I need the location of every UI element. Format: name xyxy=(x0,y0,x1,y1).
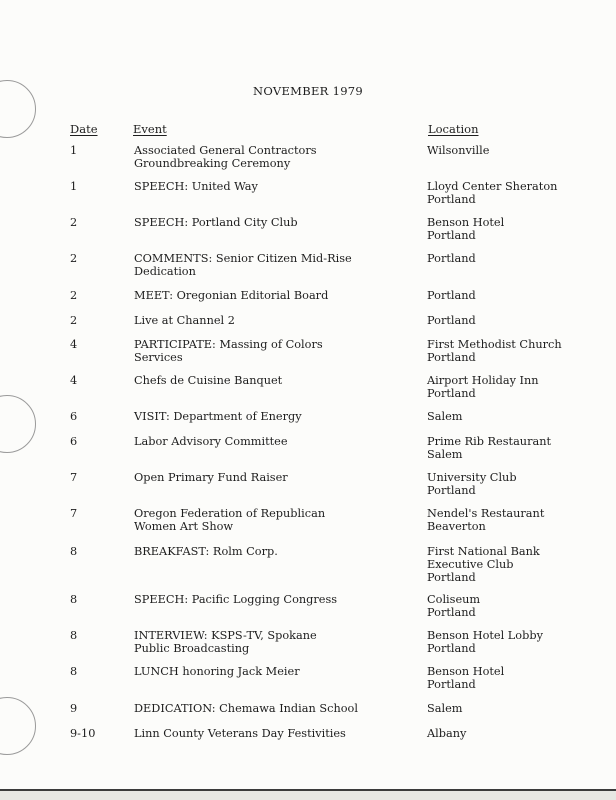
column-header-location: Location xyxy=(428,122,479,136)
row-location: Benson Hotel Portland xyxy=(427,216,505,242)
row-event: Linn County Veterans Day Festivities xyxy=(134,727,346,740)
row-location: Nendel's Restaurant Beaverton xyxy=(427,507,545,533)
row-event: LUNCH honoring Jack Meier xyxy=(134,665,300,678)
row-event: Associated General Contractors Groundbreaking Ceremony xyxy=(134,144,317,170)
row-location: Salem xyxy=(427,702,463,715)
row-date: 2 xyxy=(70,252,78,265)
row-event: Labor Advisory Committee xyxy=(134,435,288,448)
row-date: 2 xyxy=(70,314,78,327)
row-location: First National Bank Executive Club Portland xyxy=(427,545,540,584)
row-event: Live at Channel 2 xyxy=(134,314,235,327)
row-event: DEDICATION: Chemawa Indian School xyxy=(134,702,358,715)
row-date: 1 xyxy=(70,180,78,193)
row-event: PARTICIPATE: Massing of Colors Services xyxy=(134,338,323,364)
row-event: BREAKFAST: Rolm Corp. xyxy=(134,545,278,558)
row-location: Salem xyxy=(427,410,463,423)
row-location: Lloyd Center Sheraton Portland xyxy=(427,180,558,206)
row-event: SPEECH: United Way xyxy=(134,180,258,193)
row-event: Open Primary Fund Raiser xyxy=(134,471,288,484)
row-date: 2 xyxy=(70,289,78,302)
row-event: SPEECH: Portland City Club xyxy=(134,216,298,229)
row-location: Coliseum Portland xyxy=(427,593,481,619)
column-header-event: Event xyxy=(133,122,167,136)
scan-bottom-strip xyxy=(0,791,616,800)
row-date: 1 xyxy=(70,144,78,157)
page-title: NOVEMBER 1979 xyxy=(252,84,364,98)
row-date: 9 xyxy=(70,702,78,715)
row-location: Portland xyxy=(427,252,476,265)
row-event: MEET: Oregonian Editorial Board xyxy=(134,289,329,302)
row-date: 9-10 xyxy=(70,727,96,740)
row-date: 7 xyxy=(70,471,78,484)
row-date: 6 xyxy=(70,435,78,448)
row-location: University Club Portland xyxy=(427,471,517,497)
row-date: 8 xyxy=(70,629,78,642)
row-event: INTERVIEW: KSPS-TV, Spokane Public Broadcasting xyxy=(134,629,317,655)
row-event: COMMENTS: Senior Citizen Mid-Rise Dedication xyxy=(134,252,352,278)
row-date: 6 xyxy=(70,410,78,423)
row-event: Oregon Federation of Republican Women Art Show xyxy=(134,507,326,533)
row-location: Prime Rib Restaurant Salem xyxy=(427,435,552,461)
row-location: Wilsonville xyxy=(427,144,490,157)
row-date: 8 xyxy=(70,593,78,606)
row-date: 4 xyxy=(70,374,78,387)
row-date: 4 xyxy=(70,338,78,351)
row-date: 8 xyxy=(70,665,78,678)
row-location: Benson Hotel Portland xyxy=(427,665,505,691)
row-date: 7 xyxy=(70,507,78,520)
row-date: 2 xyxy=(70,216,78,229)
row-event: SPEECH: Pacific Logging Congress xyxy=(134,593,338,606)
row-date: 8 xyxy=(70,545,78,558)
row-event: Chefs de Cuisine Banquet xyxy=(134,374,283,387)
row-event: VISIT: Department of Energy xyxy=(134,410,302,423)
row-location: Benson Hotel Lobby Portland xyxy=(427,629,543,655)
row-location: Albany xyxy=(427,727,467,740)
row-location: First Methodist Church Portland xyxy=(427,338,562,364)
row-location: Portland xyxy=(427,314,476,327)
row-location: Airport Holiday Inn Portland xyxy=(427,374,539,400)
row-location: Portland xyxy=(427,289,476,302)
column-header-date: Date xyxy=(70,122,98,136)
